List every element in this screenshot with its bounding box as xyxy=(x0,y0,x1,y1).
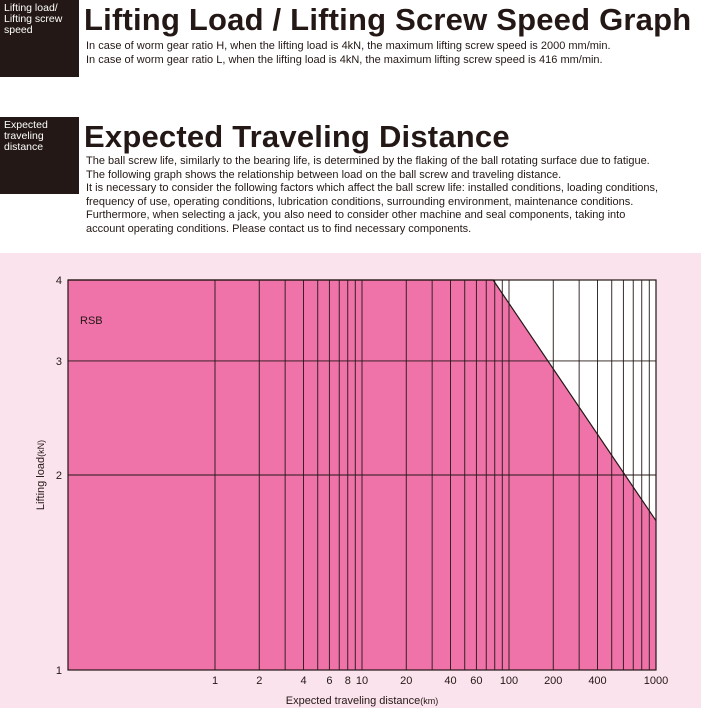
description-line: The following graph shows the relationship between load on the ball screw and traveling distance. xyxy=(86,168,562,181)
x-tick-label: 1000 xyxy=(643,675,669,687)
x-tick-label: 100 xyxy=(499,675,519,687)
description-line: account operating conditions. Please contact us to find necessary components. xyxy=(86,222,472,235)
section-description-traveling-distance xyxy=(86,155,698,237)
series-label-rsb: RSB xyxy=(80,315,103,327)
chart-panel xyxy=(0,253,701,708)
x-tick-label: 20 xyxy=(400,675,413,687)
y-axis-title: Lifting load(kN) xyxy=(35,439,47,511)
x-axis-title: Expected traveling distance(km) xyxy=(285,695,439,707)
x-tick-label: 400 xyxy=(588,675,607,687)
y-tick-label: 2 xyxy=(55,470,62,482)
description-line: It is necessary to consider the following factors which affect the ball screw life: installed conditions, loading conditions, xyxy=(86,182,659,195)
x-tick-label: 6 xyxy=(326,675,333,687)
traveling-distance-chart xyxy=(0,253,701,708)
section-title-traveling-distance: Expected Traveling Distance xyxy=(84,119,510,154)
description-line: The ball screw life, similarly to the bearing life, is determined by the flaking of the ball rotating surface due to fatigue. xyxy=(86,155,650,167)
y-tick-label: 3 xyxy=(55,355,62,368)
description-line: frequency of use, operating conditions, lubrication conditions, surrounding environment, maintenance conditions. xyxy=(86,195,634,208)
section-tag-lifting-speed: Lifting load/ Lifting screw speed xyxy=(0,0,79,77)
x-tick-label: 200 xyxy=(544,675,563,687)
section-description-lifting-speed xyxy=(86,40,698,67)
description-line: In case of worm gear ratio L, when the lifting load is 4kN, the maximum lifting screw speed is 416 mm/min. xyxy=(86,53,603,66)
x-tick-label: 40 xyxy=(444,675,457,687)
y-tick-label: 1 xyxy=(55,665,62,677)
x-tick-label: 4 xyxy=(300,675,307,687)
x-tick-label: 8 xyxy=(344,675,351,687)
x-tick-label: 1 xyxy=(211,675,219,687)
x-tick-label: 10 xyxy=(355,675,369,687)
description-line: Furthermore, when selecting a jack, you also need to consider other machine and seal components, taking into xyxy=(86,209,626,222)
x-tick-label: 60 xyxy=(470,675,483,687)
section-title-lifting-speed: Lifting Load / Lifting Screw Speed Graph xyxy=(84,2,692,37)
section-tag-traveling-distance: Expected traveling distance xyxy=(0,117,79,194)
x-tick-label: 2 xyxy=(256,675,263,687)
y-tick-label: 4 xyxy=(55,275,62,287)
description-line: In case of worm gear ratio H, when the lifting load is 4kN, the maximum lifting screw speed is 2000 mm/min. xyxy=(86,40,611,52)
